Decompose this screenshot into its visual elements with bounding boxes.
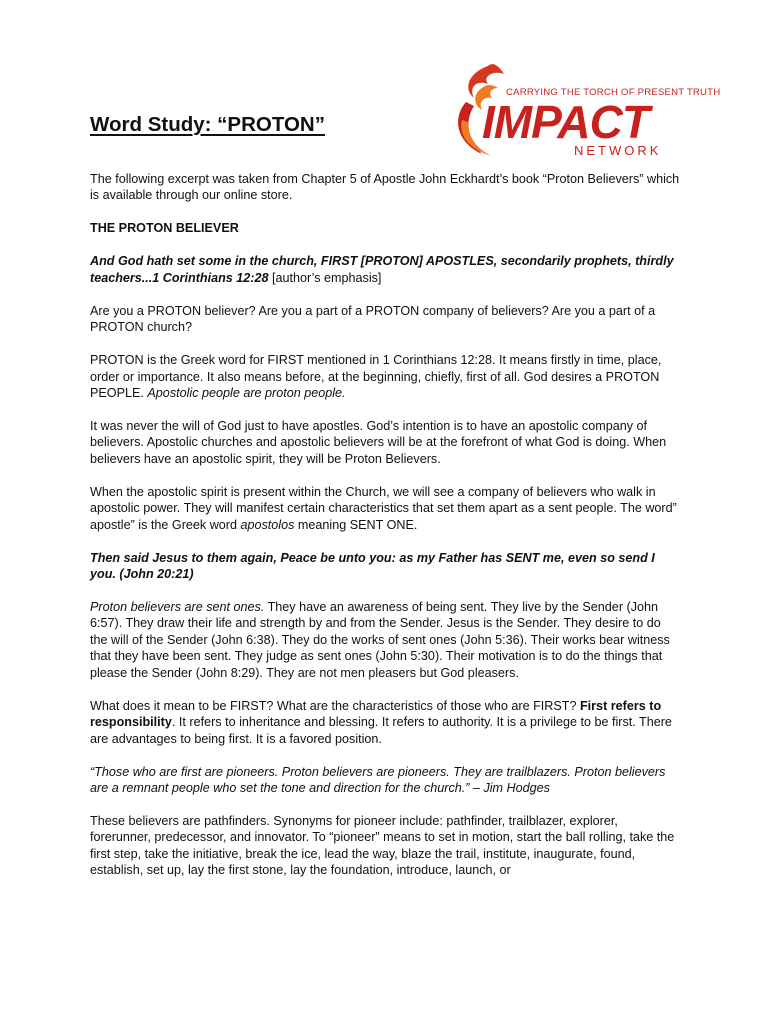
paragraph-meaning-of-first [90, 698, 680, 747]
page-title: Word Study: “PROTON” [90, 113, 325, 136]
paragraph-text: When the apostolic spirit is present within the Church, we will see a company of believers who walk in apostolic power. They will manifest certain characteristics that set them apart as a sent people. The word” apostle” is the Greek word [90, 484, 677, 532]
scripture-quote-1 [90, 253, 680, 286]
paragraph-text: They have an awareness of being sent. They live by the Sender (John 6:57). They draw their life and strength by and from the Sender. Jesus is the Sender. They desire to do the will of the Sender (John 6:38). They do the works of sent ones (John 5:36). Their works bear witness that they have been sent. They judge as sent ones (John 5:30). Their motivation is to do the things that please the Sender (John 8:29). They are not men pleasers but God pleasers. [90, 600, 670, 680]
intro-paragraph: The following excerpt was taken from Chapter 5 of Apostle John Eckhardt’s book “Proton Believers” which is available through our online store. [90, 172, 680, 203]
paragraph-bold: First refers to responsibility [90, 698, 662, 730]
article-body [90, 171, 680, 895]
paragraph-text: What does it mean to be FIRST? What are the characteristics of those who are FIRST? [90, 698, 580, 713]
section-heading: THE PROTON BELIEVER [90, 221, 239, 236]
paragraph-pathfinders: These believers are pathfinders. Synonyms for pioneer include: pathfinder, trailblazer, explorer, forerunner, predecessor, and innovator. To “pioneer” means to set in motion, start the ball rolling, take the first step, take the initiative, break the ice, lead the way, blaze the trail, institute, inaugurate, found, establish, set up, lay the first stone, lay the foundation, introduce, launch, or [90, 813, 675, 878]
paragraph-apostolic-company: It was never the will of God just to have apostles. God’s intention is to have an apostolic company of believers. Apostolic churches and apostolic believers will be at the forefront of what God is doing. When believers have an apostolic spirit, they will be Proton Believers. [90, 419, 667, 466]
jim-hodges-quote: “Those who are first are pioneers. Proton believers are pioneers. They are trailblazers. Proton believers are a remnant people who set the tone and direction for the church.” – Jim Hodges [90, 764, 666, 795]
scripture-quote-2: Then said Jesus to them again, Peace be unto you: as my Father has SENT me, even so send I you. (John 20:21) [90, 550, 655, 582]
paragraph-italic: Proton believers are sent ones. [90, 600, 265, 615]
paragraph-text: PROTON is the Greek word for FIRST mentioned in 1 Corinthians 12:28. It means firstly in time, place, order or importance. It also means before, at the beginning, chiefly, first of all. God desires a PROTON PEOPLE. [90, 353, 662, 401]
logo-brand: IMPACT [482, 96, 649, 148]
paragraph-sent-ones [90, 599, 680, 681]
paragraph-proton-believer-question: Are you a PROTON believer? Are you a part of a PROTON company of believers? Are you a part of a PROTON church? [90, 303, 656, 335]
impact-network-logo [448, 58, 721, 160]
logo-subbrand: NETWORK [574, 143, 662, 158]
paragraph-italic: apostolos [240, 517, 295, 532]
author-emphasis-note: [author’s emphasis] [268, 270, 382, 285]
paragraph-proton-definition [90, 352, 680, 401]
paragraph-apostolic-spirit [90, 484, 680, 533]
logo-tagline: CARRYING THE TORCH OF PRESENT TRUTH [506, 87, 721, 98]
paragraph-italic: Apostolic people are proton people. [147, 386, 346, 401]
scripture-quote-text: And God hath set some in the church, FIRST [PROTON] APOSTLES, secondarily prophets, thirdly teachers...1 Corinthians 12:28 [90, 254, 674, 285]
paragraph-text-end: . It refers to inheritance and blessing. It refers to authority. It is a privilege to be first. There are advantages to being first. It is a favored position. [90, 715, 672, 746]
paragraph-text-end: meaning SENT ONE. [294, 517, 418, 532]
